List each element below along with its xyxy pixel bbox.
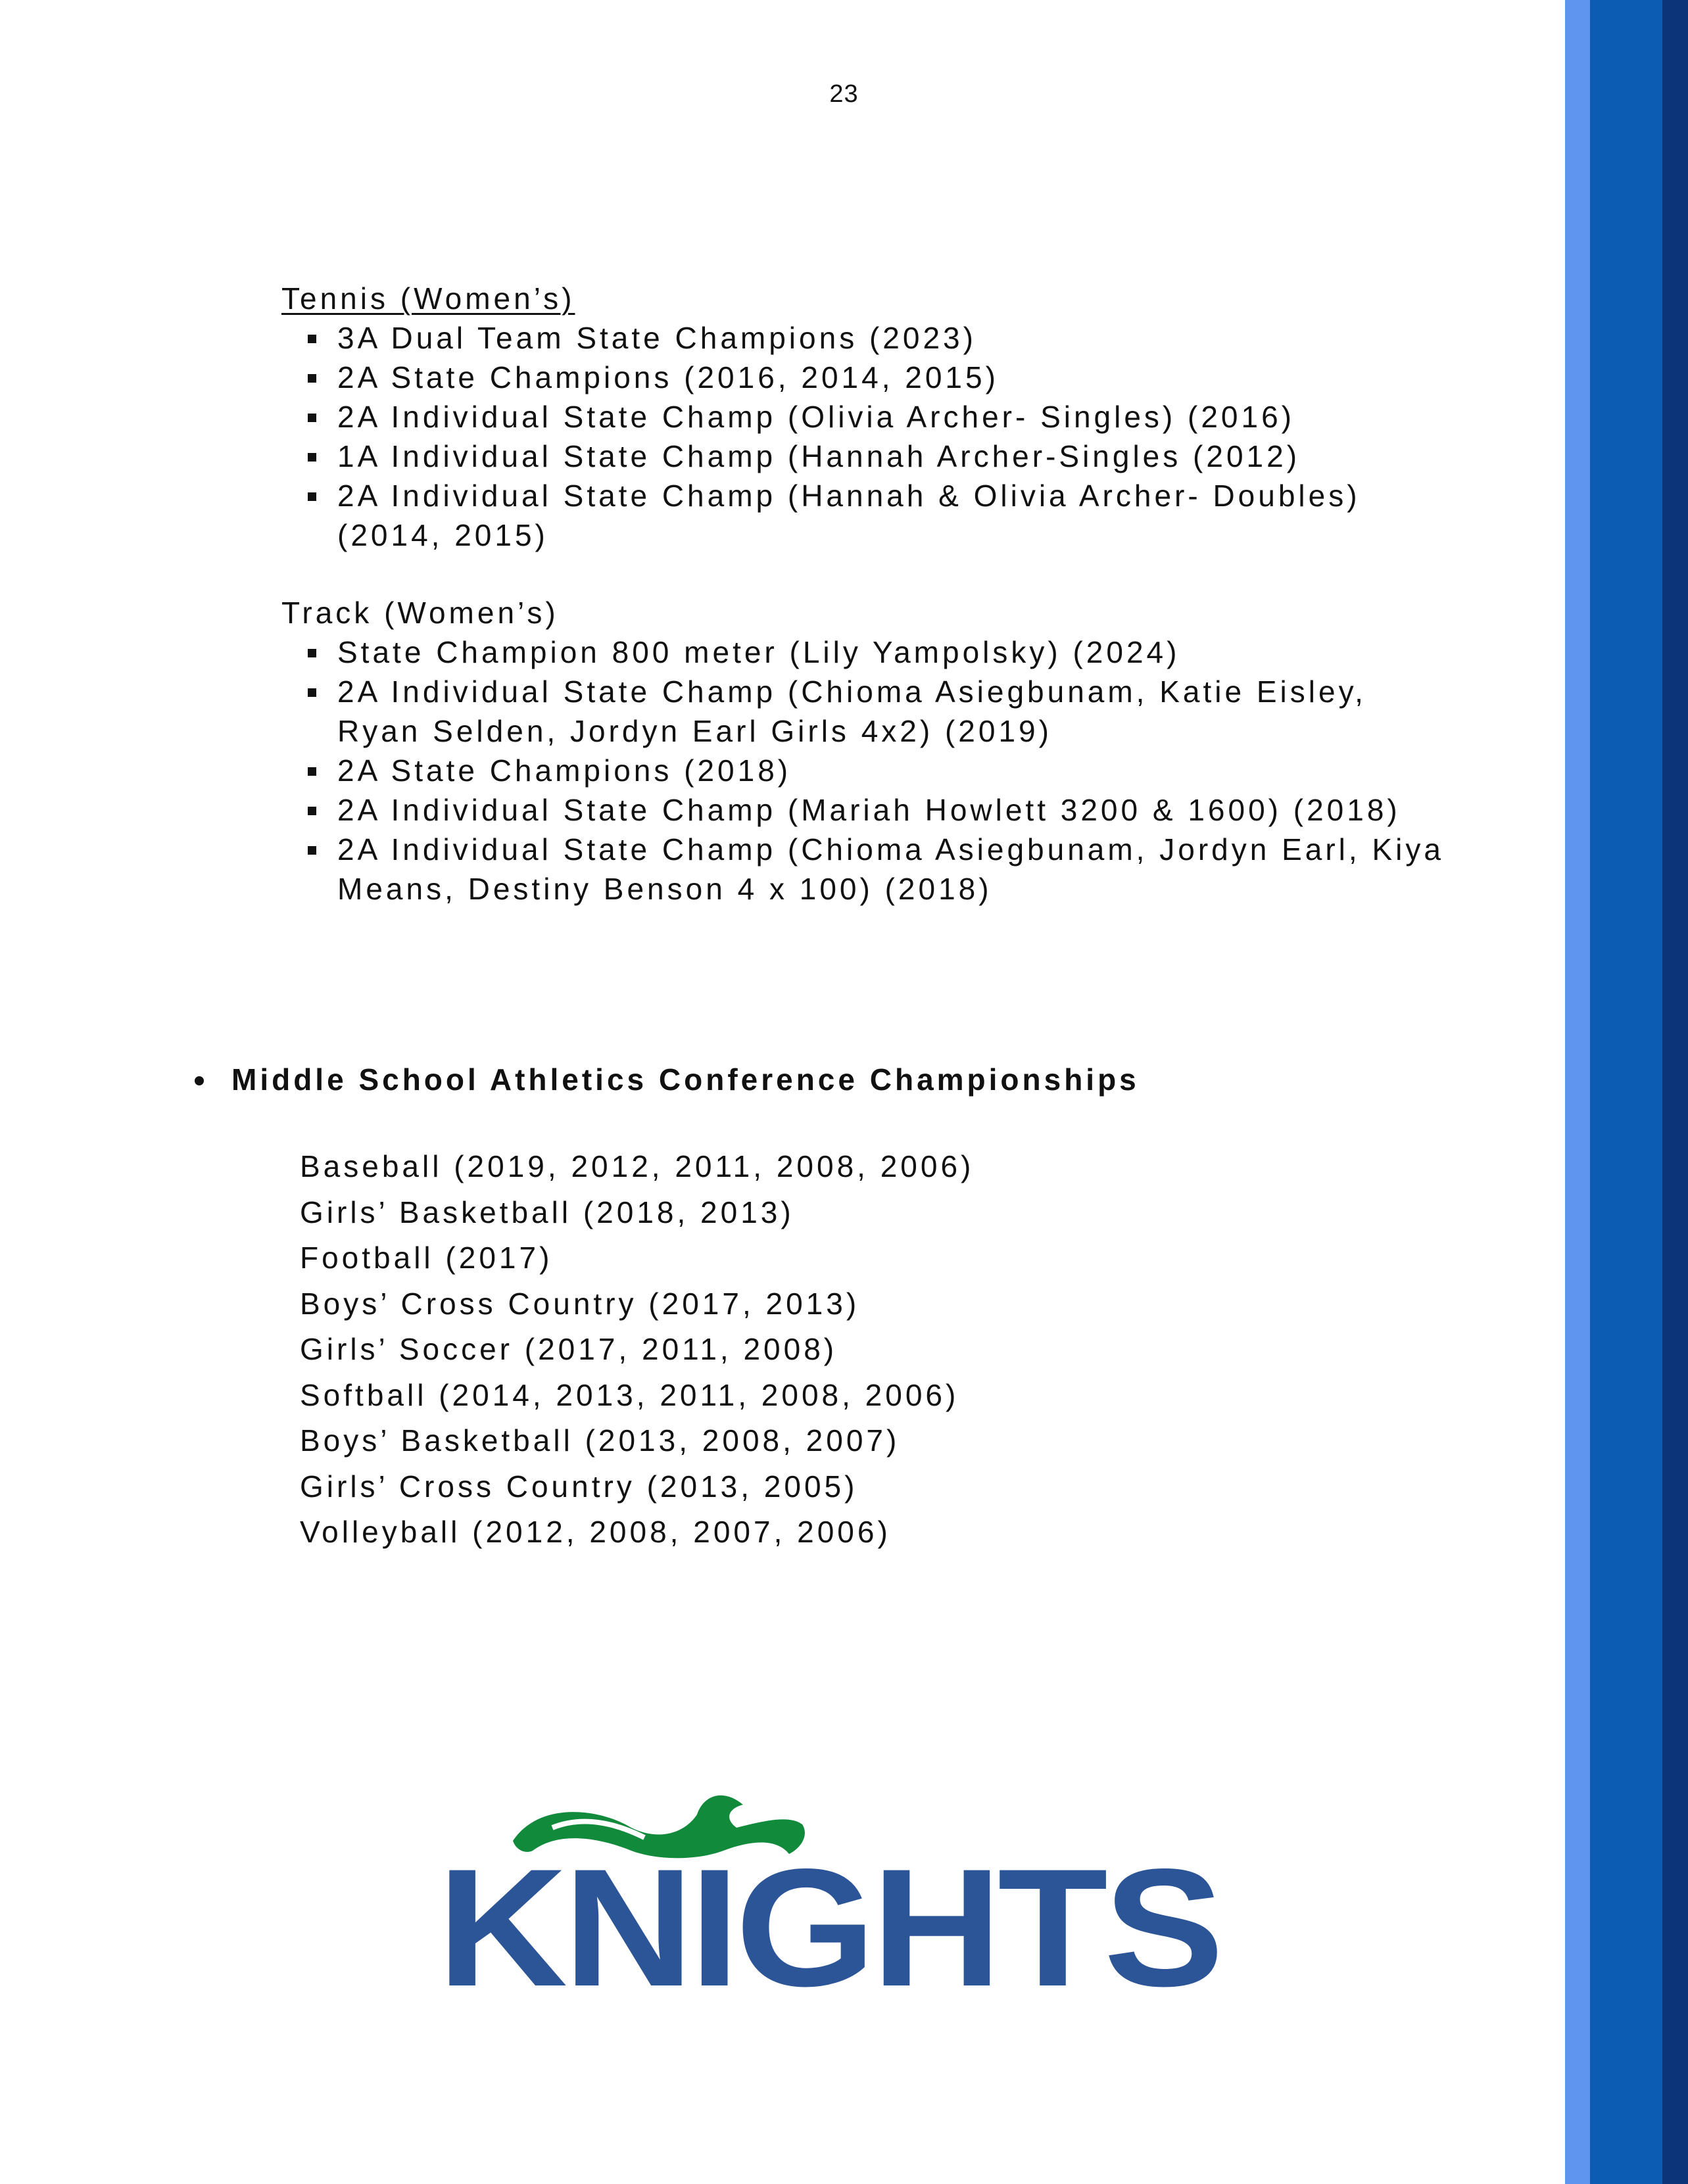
tennis-list (281, 318, 1439, 555)
list-item (281, 830, 1455, 909)
track-section (281, 593, 1444, 909)
list-item: Girls’ Basketball (2018, 2013) (300, 1195, 794, 1229)
list-item-text: 2A Individual State Champ (Chioma Asiegbunam, Katie Eisley, Ryan Selden, Jordyn Earl Girls 4x2) (2019) (337, 675, 1366, 748)
knights-logo (434, 1775, 1223, 1999)
track-title: Track (Women’s) (281, 596, 559, 630)
list-item (281, 632, 1426, 672)
list-item-text: State Champion 800 meter (Lily Yampolsky) (2024) (337, 635, 1180, 669)
list-item: Boys’ Basketball (2013, 2008, 2007) (300, 1423, 900, 1458)
list-item (281, 318, 1439, 358)
list-item: Baseball (2019, 2012, 2011, 2008, 2006) (300, 1149, 975, 1183)
square-bullet-icon (308, 649, 316, 657)
tennis-title: Tennis (Women’s) (281, 281, 575, 316)
page-number: 23 (829, 80, 859, 108)
list-item (281, 790, 1455, 830)
square-bullet-icon (308, 807, 316, 815)
list-item: Softball (2014, 2013, 2011, 2008, 2006) (300, 1377, 959, 1412)
square-bullet-icon (308, 492, 316, 501)
round-bullet-icon (195, 1076, 204, 1085)
list-item-text: 2A Individual State Champ (Chioma Asiegbunam, Jordyn Earl, Kiya Means, Destiny Benson 4 x 100) (2018) (337, 832, 1444, 906)
list-item: Girls’ Cross Country (2013, 2005) (300, 1469, 858, 1504)
list-item-text: 1A Individual State Champ (Hannah Archer-Singles (2012) (337, 439, 1301, 473)
side-stripe-mid (1590, 0, 1662, 2184)
list-item-text: 2A State Champions (2018) (337, 753, 792, 788)
list-item (281, 437, 1439, 476)
middle-school-heading (195, 1060, 1140, 1099)
square-bullet-icon (308, 374, 316, 383)
list-item-text: 2A Individual State Champ (Mariah Howlett 3200 & 1600) (2018) (337, 793, 1401, 827)
square-bullet-icon (308, 688, 316, 697)
list-item (281, 397, 1439, 437)
square-bullet-icon (308, 335, 316, 343)
list-item (281, 476, 1363, 555)
square-bullet-icon (308, 414, 316, 422)
list-item: Boys’ Cross Country (2017, 2013) (300, 1286, 860, 1321)
list-item-text: 3A Dual Team State Champions (2023) (337, 321, 977, 355)
list-item: Football (2017) (300, 1241, 553, 1275)
side-stripe-light (1565, 0, 1590, 2184)
list-item-text: 2A State Champions (2016, 2014, 2015) (337, 360, 999, 394)
square-bullet-icon (308, 846, 316, 855)
tennis-section (281, 279, 1439, 555)
list-item-text: 2A Individual State Champ (Hannah & Olivia Archer- Doubles) (2014, 2015) (337, 479, 1361, 552)
track-list (281, 632, 1444, 909)
list-item (281, 358, 1439, 397)
logo-text: KNIGHTS (437, 1834, 1220, 1999)
square-bullet-icon (308, 767, 316, 776)
list-item (281, 751, 1426, 790)
list-item-text: 2A Individual State Champ (Olivia Archer- Singles) (2016) (337, 400, 1295, 434)
side-stripe-dark (1662, 0, 1688, 2184)
list-item: Volleyball (2012, 2008, 2007, 2006) (300, 1515, 891, 1549)
list-item: Girls’ Soccer (2017, 2011, 2008) (300, 1332, 838, 1366)
square-bullet-icon (308, 453, 316, 462)
list-item (281, 672, 1455, 751)
middle-school-heading-text: Middle School Athletics Conference Championships (231, 1062, 1140, 1097)
middle-school-list (300, 1144, 974, 1555)
